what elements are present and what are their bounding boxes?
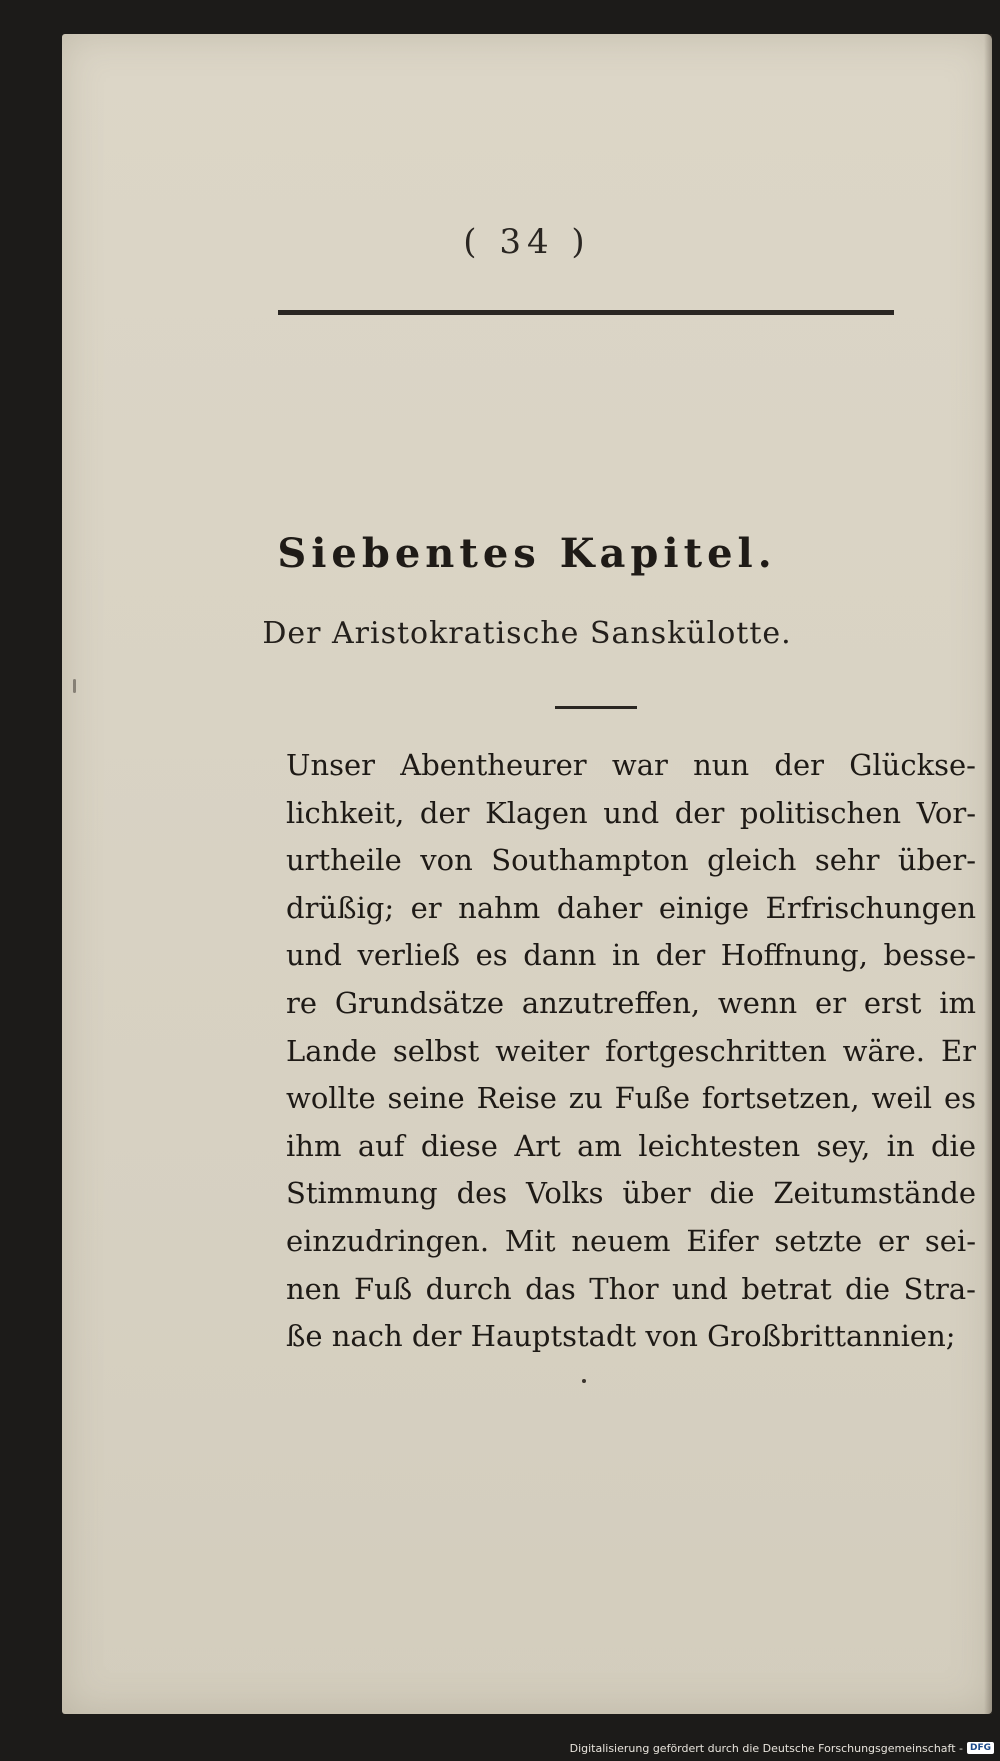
page-number: ( 34 ) [463, 222, 591, 262]
book-page [62, 34, 992, 1714]
body-line: wollte seine Reise zu Fuße fortsetzen, weil es [286, 1081, 976, 1116]
body-line: und verließ es dann in der Hoffnung, besse- [286, 938, 976, 973]
paper-speck [582, 1379, 586, 1383]
body-line: lichkeit, der Klagen und der politischen Vor- [286, 795, 976, 830]
body-line: Stimmung des Volks über die Zeitumstände [286, 1176, 976, 1211]
header-rule [278, 310, 894, 315]
chapter-subtitle: Der Aristokratische Sanskülotte. [262, 616, 792, 651]
body-line: nen Fuß durch das Thor und betrat die Stra- [286, 1271, 976, 1306]
body-text [286, 742, 976, 1361]
chapter-divider [555, 706, 637, 709]
body-line: ihm auf diese Art am leichtesten sey, in die [286, 1128, 976, 1163]
chapter-title: Siebentes Kapitel. [277, 530, 777, 577]
body-line: drüßig; er nahm daher einige Erfrischungen [286, 890, 976, 925]
body-line: Unser Abentheurer war nun der Glückse- [286, 748, 976, 782]
page-edge-shadow [984, 34, 992, 1714]
body-line: urtheile von Southampton gleich sehr über- [286, 843, 976, 878]
footer-credit: Digitalisierung gefördert durch die Deutsche Forschungsgemeinschaft - [569, 1741, 963, 1755]
digitization-footer [570, 1739, 994, 1757]
body-line: Lande selbst weiter fortgeschritten wäre. Er [286, 1033, 976, 1068]
body-line: ße nach der Hauptstadt von Großbrittannien; [286, 1319, 956, 1354]
body-line: einzudringen. Mit neuem Eifer setzte er sei- [286, 1223, 976, 1258]
paper-mark [73, 679, 76, 693]
dfg-logo-icon: DFG [967, 1742, 994, 1754]
body-line: re Grundsätze anzutreffen, wenn er erst im [286, 985, 976, 1020]
